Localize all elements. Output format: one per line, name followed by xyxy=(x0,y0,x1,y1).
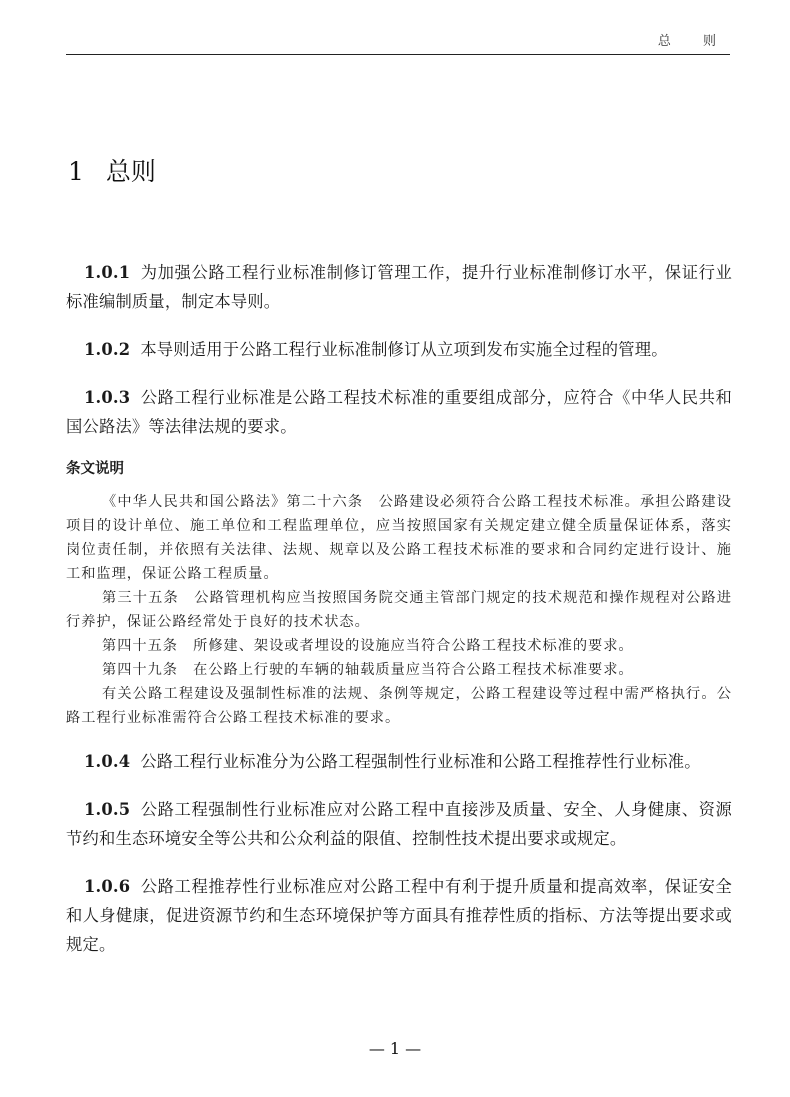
clause-text: 公路工程推荐性行业标准应对公路工程中有利于提升质量和提高效率，保证安全和人身健康，促进资源节约和生态环境保护等方面具有推荐性质的指标、方法等提出要求或规定。 xyxy=(66,877,732,954)
clause-1-0-6 xyxy=(66,872,732,959)
clause-text: 为加强公路工程行业标准制修订管理工作，提升行业标准制修订水平，保证行业标准编制质量，制定本导则。 xyxy=(66,263,732,311)
chapter-number: 1 xyxy=(68,157,84,186)
spacer xyxy=(66,776,732,795)
page-number: — 1 — xyxy=(368,1039,422,1058)
chapter-title xyxy=(68,152,156,188)
clause-text: 公路工程行业标准是公路工程技术标准的重要组成部分，应符合《中华人民共和国公路法》等法律法规的要求。 xyxy=(66,388,732,436)
explanation-paragraph: 有关公路工程建设及强制性标准的法规、条例等规定，公路工程建设等过程中需严格执行。公路工程行业标准需符合公路工程技术标准的要求。 xyxy=(66,686,732,726)
clause-1-0-5 xyxy=(66,795,732,853)
clause-1-0-4 xyxy=(66,747,732,776)
clause-number: 1.0.5 xyxy=(84,800,131,819)
clause-number: 1.0.2 xyxy=(84,340,131,359)
header-rule xyxy=(66,54,730,55)
explanation-paragraph: 第四十九条 在公路上行驶的车辆的轴载质量应当符合公路工程技术标准要求。 xyxy=(102,662,634,678)
clause-1-0-2 xyxy=(66,335,732,364)
clause-number: 1.0.3 xyxy=(84,388,131,407)
spacer xyxy=(66,364,732,383)
spacer xyxy=(66,730,732,747)
spacer xyxy=(66,853,732,872)
explanation-paragraph: 第三十五条 公路管理机构应当按照国务院交通主管部门规定的技术规范和操作规程对公路进行养护，保证公路经常处于良好的技术状态。 xyxy=(66,590,732,630)
clause-text: 本导则适用于公路工程行业标准制修订从立项到发布实施全过程的管理。 xyxy=(140,340,668,359)
explanation-paragraph: 第四十五条 所修建、架设或者埋设的设施应当符合公路工程技术标准的要求。 xyxy=(102,638,634,654)
document-body xyxy=(66,258,732,959)
spacer xyxy=(66,441,732,458)
clause-1-0-3 xyxy=(66,383,732,441)
clause-number: 1.0.4 xyxy=(84,752,131,771)
chapter-heading: 总则 xyxy=(105,157,156,186)
spacer xyxy=(66,316,732,335)
explanation-paragraph: 《中华人民共和国公路法》第二十六条 公路建设必须符合公路工程技术标准。承担公路建设项目的设计单位、施工单位和工程监理单位，应当按照国家有关规定建立健全质量保证体系，落实岗位责任制，并依照有关法律、法规、规章以及公路工程技术标准的要求和合同约定进行设计、施工和监理，保证公路工程质量。 xyxy=(66,494,732,582)
running-header: 总 则 xyxy=(657,34,730,49)
clause-text: 公路工程强制性行业标准应对公路工程中直接涉及质量、安全、人身健康、资源节约和生态环境安全等公共和公众利益的限值、控制性技术提出要求或规定。 xyxy=(66,800,732,848)
clause-1-0-1 xyxy=(66,258,732,316)
clause-number: 1.0.6 xyxy=(84,877,131,896)
clause-explanation xyxy=(66,458,732,730)
explanation-heading: 条文说明 xyxy=(66,461,124,477)
clause-number: 1.0.1 xyxy=(84,263,131,282)
clause-text: 公路工程行业标准分为公路工程强制性行业标准和公路工程推荐性行业标准。 xyxy=(140,752,701,771)
